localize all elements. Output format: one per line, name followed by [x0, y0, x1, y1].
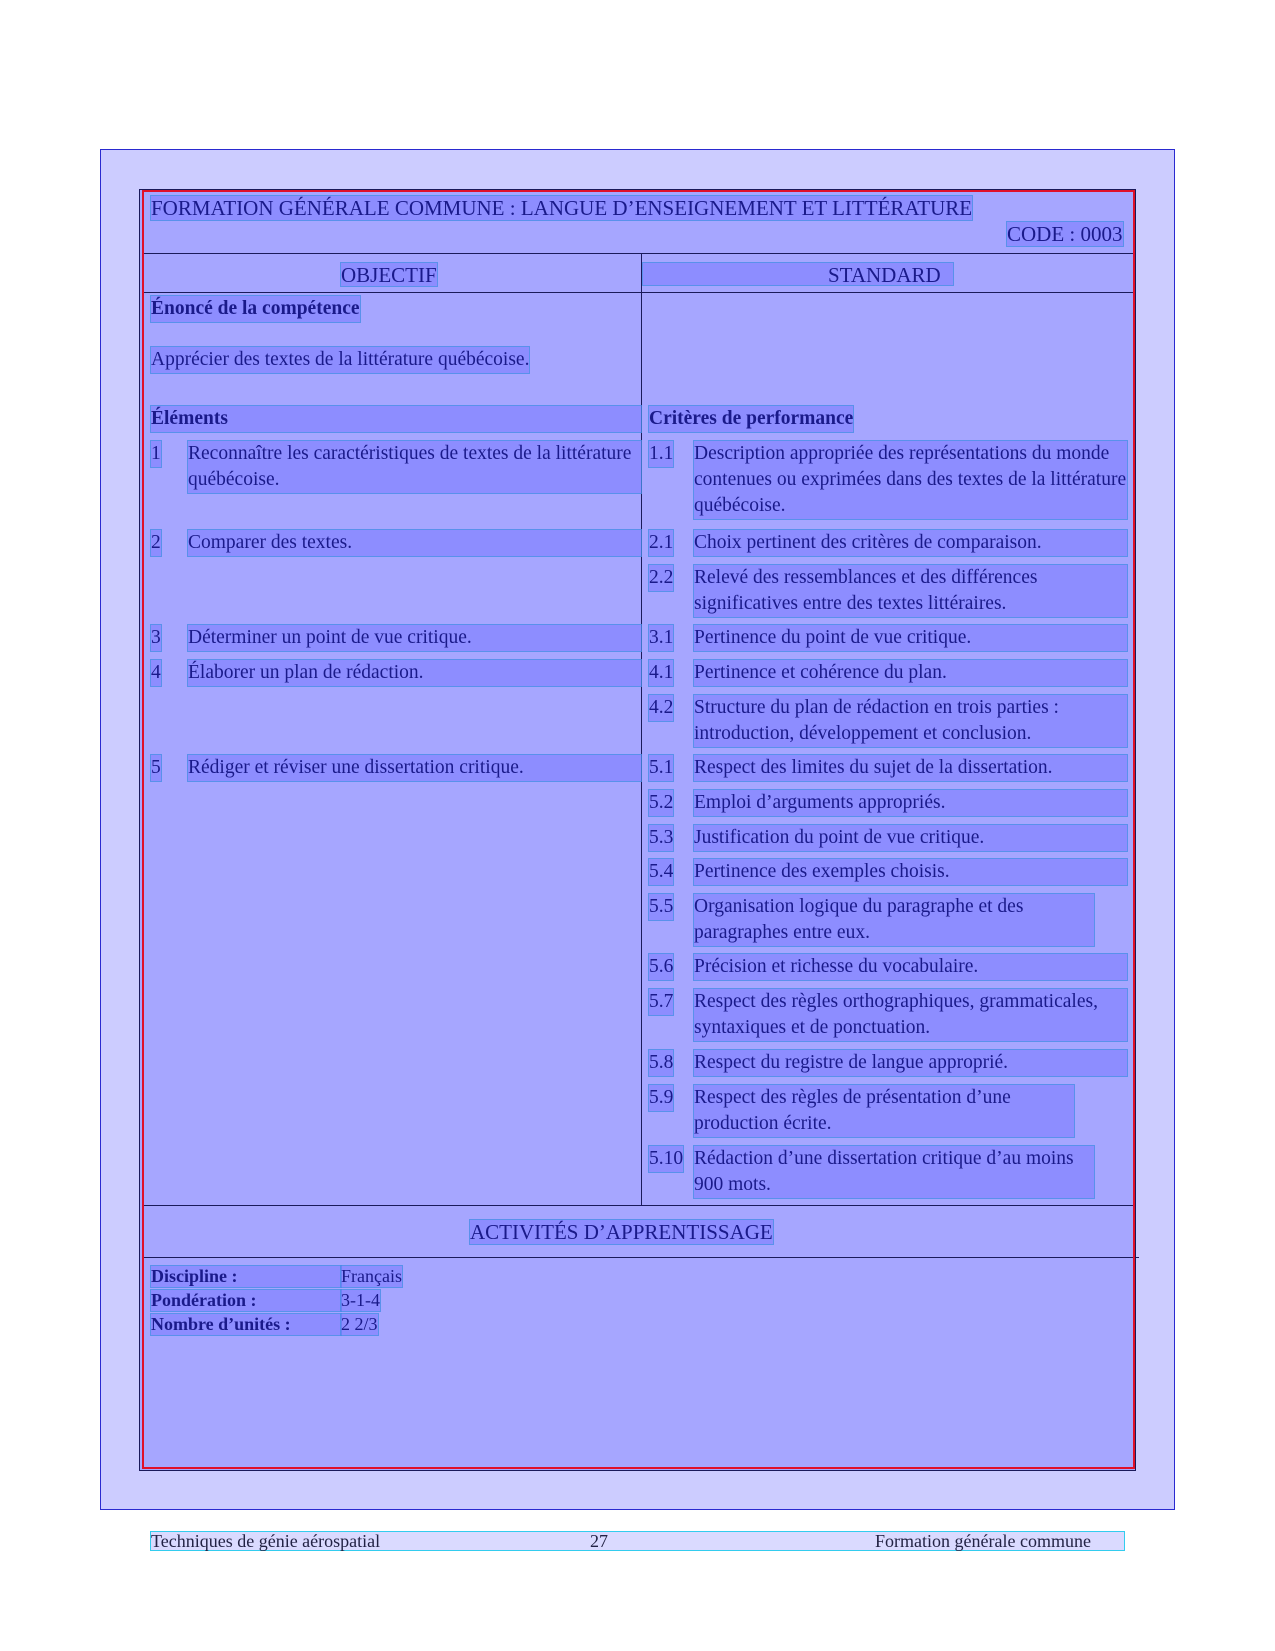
critere-text: Pertinence et cohérence du plan. — [694, 660, 1127, 686]
divider — [142, 292, 1135, 293]
section-title: FORMATION GÉNÉRALE COMMUNE : LANGUE D’ENSEIGNEMENT ET LITTÉRATURE — [151, 196, 973, 220]
critere-text: Justification du point de vue critique. — [694, 825, 1127, 851]
critere-number: 4.2 — [649, 695, 673, 721]
critere-text: Emploi d’arguments appropriés. — [694, 790, 1127, 816]
element-item — [151, 660, 641, 686]
ponderation-label: Pondération : — [151, 1290, 341, 1311]
discipline-value: Français — [341, 1266, 402, 1286]
unites-value: 2 2/3 — [341, 1314, 378, 1334]
element-text: Déterminer un point de vue critique. — [188, 625, 641, 651]
critere-text: Organisation logique du paragraphe et des paragraphes entre eux. — [694, 894, 1094, 946]
critere-number: 5.6 — [649, 954, 673, 980]
critere-text: Pertinence du point de vue critique. — [694, 625, 1127, 651]
critere-text: Respect des règles de présentation d’une production écrite. — [694, 1085, 1074, 1137]
critere-number: 5.9 — [649, 1085, 673, 1111]
critere-number: 5.10 — [649, 1146, 683, 1172]
divider — [142, 253, 1135, 254]
critere-text: Pertinence des exemples choisis. — [694, 859, 1127, 885]
footer-left: Techniques de génie aérospatial — [151, 1531, 381, 1551]
page-number: 27 — [590, 1531, 608, 1551]
critere-text: Respect du registre de langue approprié. — [694, 1050, 1127, 1076]
element-number: 3 — [151, 625, 161, 651]
code-label: CODE : 0003 — [1007, 222, 1123, 246]
critere-text: Respect des règles orthographiques, grammaticales, syntaxiques et de ponctuation. — [694, 989, 1127, 1041]
critere-text: Relevé des ressemblances et des différences significatives entre des textes littéraires. — [694, 565, 1127, 617]
ponderation-value: 3-1-4 — [341, 1290, 380, 1310]
competence-heading: Énoncé de la compétence — [151, 296, 360, 322]
elements-heading: Éléments — [151, 406, 641, 432]
critere-number: 5.7 — [649, 989, 673, 1015]
competence-text: Apprécier des textes de la littérature québécoise. — [151, 347, 529, 373]
critere-text: Respect des limites du sujet de la dissertation. — [694, 755, 1127, 781]
critere-number: 5.2 — [649, 790, 673, 816]
column-divider — [641, 253, 642, 1205]
critere-number: 5.3 — [649, 825, 673, 851]
element-text: Reconnaître les caractéristiques de textes de la littérature québécoise. — [188, 441, 641, 493]
element-item — [151, 530, 641, 556]
divider — [142, 1205, 1135, 1206]
standard-header: STANDARD — [828, 263, 941, 287]
critere-text: Rédaction d’une dissertation critique d’au moins 900 mots. — [694, 1146, 1094, 1198]
element-number: 5 — [151, 755, 161, 781]
critere-text: Choix pertinent des critères de comparaison. — [694, 530, 1127, 556]
critere-text: Structure du plan de rédaction en trois parties : introduction, développement et conclusion. — [694, 695, 1127, 747]
critere-number: 1.1 — [649, 441, 673, 467]
critere-text: Précision et richesse du vocabulaire. — [694, 954, 1127, 980]
footer-right: Formation générale commune — [875, 1531, 1091, 1551]
element-text: Rédiger et réviser une dissertation critique. — [188, 755, 641, 781]
critere-number: 4.1 — [649, 660, 673, 686]
element-text: Élaborer un plan de rédaction. — [188, 660, 641, 686]
divider — [142, 1257, 1139, 1258]
element-number: 1 — [151, 441, 161, 467]
critere-number: 3.1 — [649, 625, 673, 651]
discipline-label: Discipline : — [151, 1266, 341, 1287]
element-number: 2 — [151, 530, 161, 556]
element-item — [151, 755, 641, 781]
critere-number: 5.8 — [649, 1050, 673, 1076]
critere-number: 5.1 — [649, 755, 673, 781]
critere-number: 2.1 — [649, 530, 673, 556]
critere-number: 2.2 — [649, 565, 673, 591]
element-text: Comparer des textes. — [188, 530, 641, 556]
critere-number: 5.5 — [649, 894, 673, 920]
activites-heading: ACTIVITÉS D’APPRENTISSAGE — [470, 1220, 773, 1244]
critere-number: 5.4 — [649, 859, 673, 885]
element-number: 4 — [151, 660, 161, 686]
critere-text: Description appropriée des représentations du monde contenues ou exprimées dans des textes de la littérature québécoise. — [694, 441, 1127, 519]
criteres-heading: Critères de performance — [649, 406, 853, 432]
unites-label: Nombre d’unités : — [151, 1314, 341, 1335]
element-item — [151, 441, 641, 493]
objectif-header: OBJECTIF — [341, 263, 437, 287]
element-item — [151, 625, 641, 651]
